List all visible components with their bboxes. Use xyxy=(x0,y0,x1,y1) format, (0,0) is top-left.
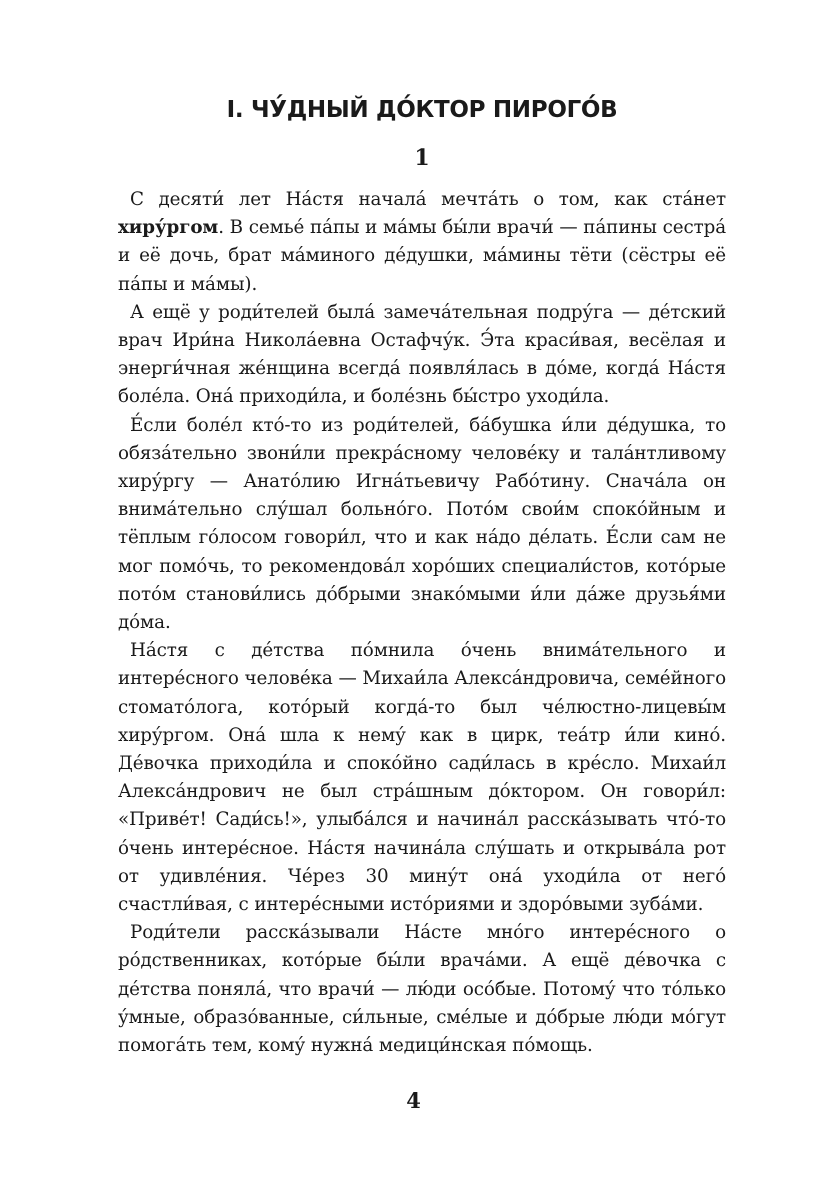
paragraph: А ещё у роди́телей была́ замеча́тельная подру́га — де́тский врач Ири́на Никола́евна Остафчу́к. Э́та краси́вая, весёлая и энерги́чная же́нщина всегда́ появля́лась в до́ме, когда́ На́стя боле́ла. Она́ приходи́ла, и боле́знь бы́стро уходи́ла. xyxy=(118,301,726,408)
section-number: 1 xyxy=(414,145,430,171)
paragraph: На́стя с де́тства по́мнила о́чень внима́тельного и интере́сного челове́ка — Михаи́ла Алекса́ндровича, семе́йного стомато́лога, кото́рый когда́-то был че́люстно-лицевы́м хиру́ргом. Она́ шла к нему́ как в цирк, теа́тр и́ли кино́. Де́вочка приходи́ла и споко́йно сади́лась в кре́сло. Михаи́л Алекса́ндрович не был стра́шным до́ктором. Он говори́л: «Приве́т! Сади́сь!», улыба́лся и начина́л расска́зывать что́-то о́чень интере́сное. На́стя начина́ла слу́шать и открыва́ла рот от удивле́ния. Че́рез 30 мину́т она́ уходи́ла от него́ счастли́вая, с интере́сными исто́риями и здоро́выми зуба́ми. xyxy=(118,640,726,916)
book-page xyxy=(118,88,726,1060)
chapter-title: I. ЧУ́ДНЫЙ ДО́КТОР ПИРОГО́В xyxy=(226,97,618,123)
paragraph-text: . В семье́ па́пы и ма́мы бы́ли врачи́ — па́пины сестра́ и её дочь, брат ма́миного де́душки, ма́мины тёти (сёстры её па́пы и ма́мы). xyxy=(118,217,726,295)
page-number: 4 xyxy=(406,1088,421,1113)
emphasized-word: хиру́ргом xyxy=(118,217,219,239)
paragraph: Е́сли боле́л кто́-то из роди́телей, ба́бушка и́ли де́душка, то обяза́тельно звони́ли прекра́сному челове́ку и тала́нтливому хиру́ргу — Анато́лию Игна́тьевичу Рабо́тину. Снача́ла он внима́тельно слу́шал больно́го. Пото́м свои́м споко́йным и тёплым го́лосом говори́л, что и как на́до де́лать. Е́сли сам не мог помо́чь, то рекомендова́л хоро́ших специали́стов, кото́рые пото́м станови́лись до́брыми знако́мыми и́ли да́же друзья́ми до́ма. xyxy=(118,414,726,634)
paragraph-text: С десяти́ лет На́стя начала́ мечта́ть о том, как ста́нет xyxy=(130,189,726,210)
paragraph: Роди́тели расска́зывали На́сте мно́го интере́сного о ро́дственниках, кото́рые бы́ли врача́ми. А ещё де́вочка с де́тства поняла́, что врачи́ — лю́ди осо́бые. Потому́ что то́лько у́мные, образо́ванные, си́льные, сме́лые и до́брые лю́ди мо́гут помога́ть тем, кому́ нужна́ медици́нская по́мощь. xyxy=(118,922,726,1057)
paragraph xyxy=(118,186,726,299)
body-text xyxy=(118,186,726,1060)
